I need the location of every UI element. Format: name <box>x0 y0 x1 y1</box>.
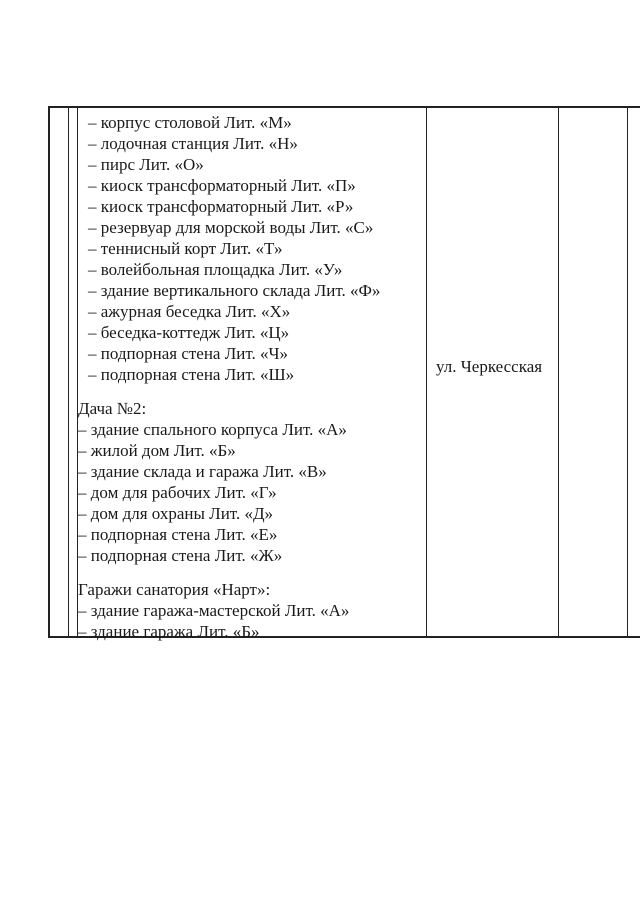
list-item: – лодочная станция Лит. «Н» <box>88 134 298 153</box>
list-item: – жилой дом Лит. «Б» <box>78 441 236 460</box>
list-item: – беседка-коттедж Лит. «Ц» <box>88 323 290 342</box>
list-item: – волейбольная площадка Лит. «У» <box>88 260 343 279</box>
column-divider-5 <box>627 106 628 638</box>
column-divider-1 <box>68 106 69 638</box>
column-divider-3 <box>426 106 427 638</box>
group-title-dacha-2: Дача №2: <box>78 399 147 418</box>
list-item: – здание гаража-мастерской Лит. «А» <box>78 601 350 620</box>
list-item: – подпорная стена Лит. «Ш» <box>88 365 295 384</box>
objects-cell <box>78 112 424 642</box>
list-item: – подпорная стена Лит. «Ч» <box>88 344 289 363</box>
list-item: – корпус столовой Лит. «М» <box>88 113 292 132</box>
list-item: – подпорная стена Лит. «Ж» <box>78 546 283 565</box>
group-title-garages: Гаражи санатория «Нарт»: <box>78 580 271 599</box>
list-item: – здание гаража Лит. «Б» <box>78 622 260 641</box>
spacer <box>88 566 424 579</box>
list-item: – дом для рабочих Лит. «Г» <box>78 483 277 502</box>
list-item: – ажурная беседка Лит. «Х» <box>88 302 291 321</box>
list-item: – пирс Лит. «О» <box>88 155 204 174</box>
list-item: – здание спального корпуса Лит. «А» <box>78 420 347 439</box>
list-item: – резервуар для морской воды Лит. «С» <box>88 218 374 237</box>
list-item: – здание вертикального склада Лит. «Ф» <box>88 281 381 300</box>
list-item: – подпорная стена Лит. «Е» <box>78 525 278 544</box>
list-item: – здание склада и гаража Лит. «В» <box>78 462 327 481</box>
column-divider-4 <box>558 106 559 638</box>
spacer <box>88 385 424 398</box>
list-item: – теннисный корт Лит. «Т» <box>88 239 283 258</box>
address-cell: ул. Черкесская <box>436 357 543 376</box>
list-item: – дом для охраны Лит. «Д» <box>78 504 274 523</box>
list-item: – киоск трансформаторный Лит. «П» <box>88 176 356 195</box>
list-item: – киоск трансформаторный Лит. «Р» <box>88 197 354 216</box>
